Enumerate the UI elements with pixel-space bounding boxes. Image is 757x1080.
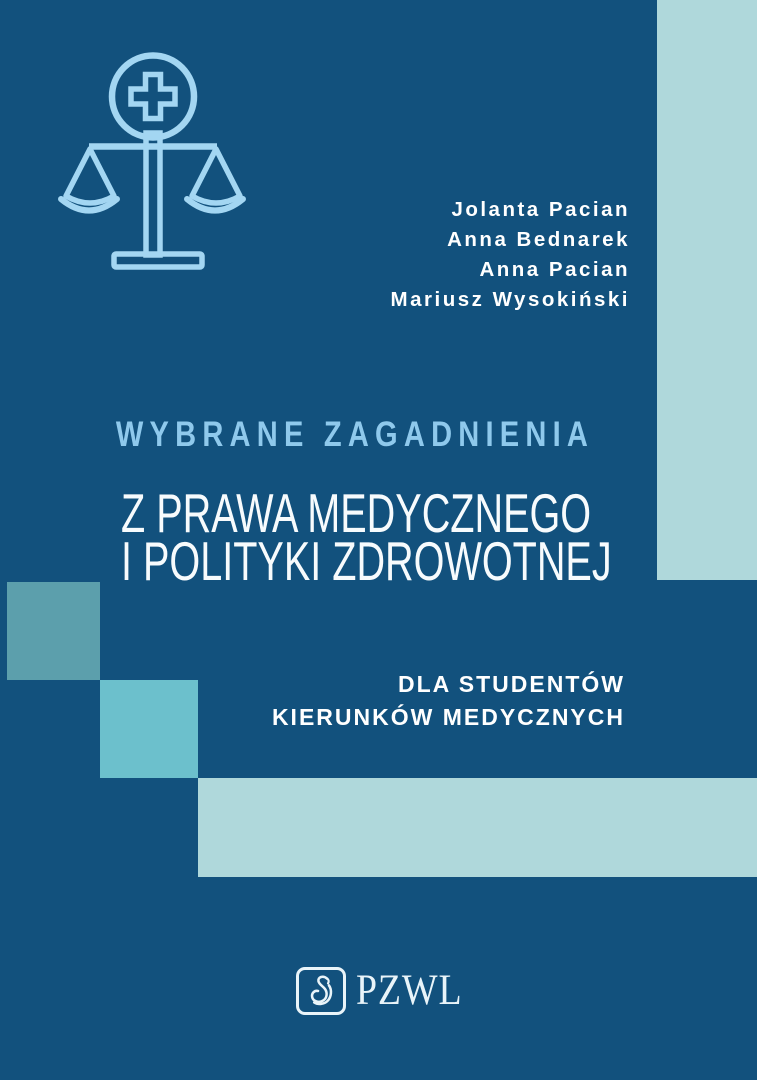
audience-line: KIERUNKÓW MEDYCZNYCH [271,704,625,730]
pzwl-swan-logo-icon [302,972,340,1010]
audience-label [272,668,625,734]
audience-line: DLA STUDENTÓW [397,671,625,697]
publisher-name: PZWL [356,967,463,1014]
title-line-1: Z PRAWA MEDYCZNEGO [120,482,592,544]
author-name: Jolanta Pacian [451,198,630,221]
teal-square [7,582,100,680]
author-list [391,195,630,315]
author-name: Anna Bednarek [447,228,630,251]
medical-scales-icon [55,35,255,285]
author-name: Anna Pacian [479,258,630,281]
series-label: WYBRANE ZAGADNIENIA [115,415,595,454]
author-name: Mariusz Wysokiński [390,288,630,311]
title-line-2: I POLITYKI ZDROWOTNEJ [120,530,612,592]
pzwl-logo-box [296,967,346,1015]
right-pale-strip [657,0,757,580]
pale-band [198,778,757,877]
cyan-square [100,680,198,778]
publisher-logo [296,966,477,1015]
